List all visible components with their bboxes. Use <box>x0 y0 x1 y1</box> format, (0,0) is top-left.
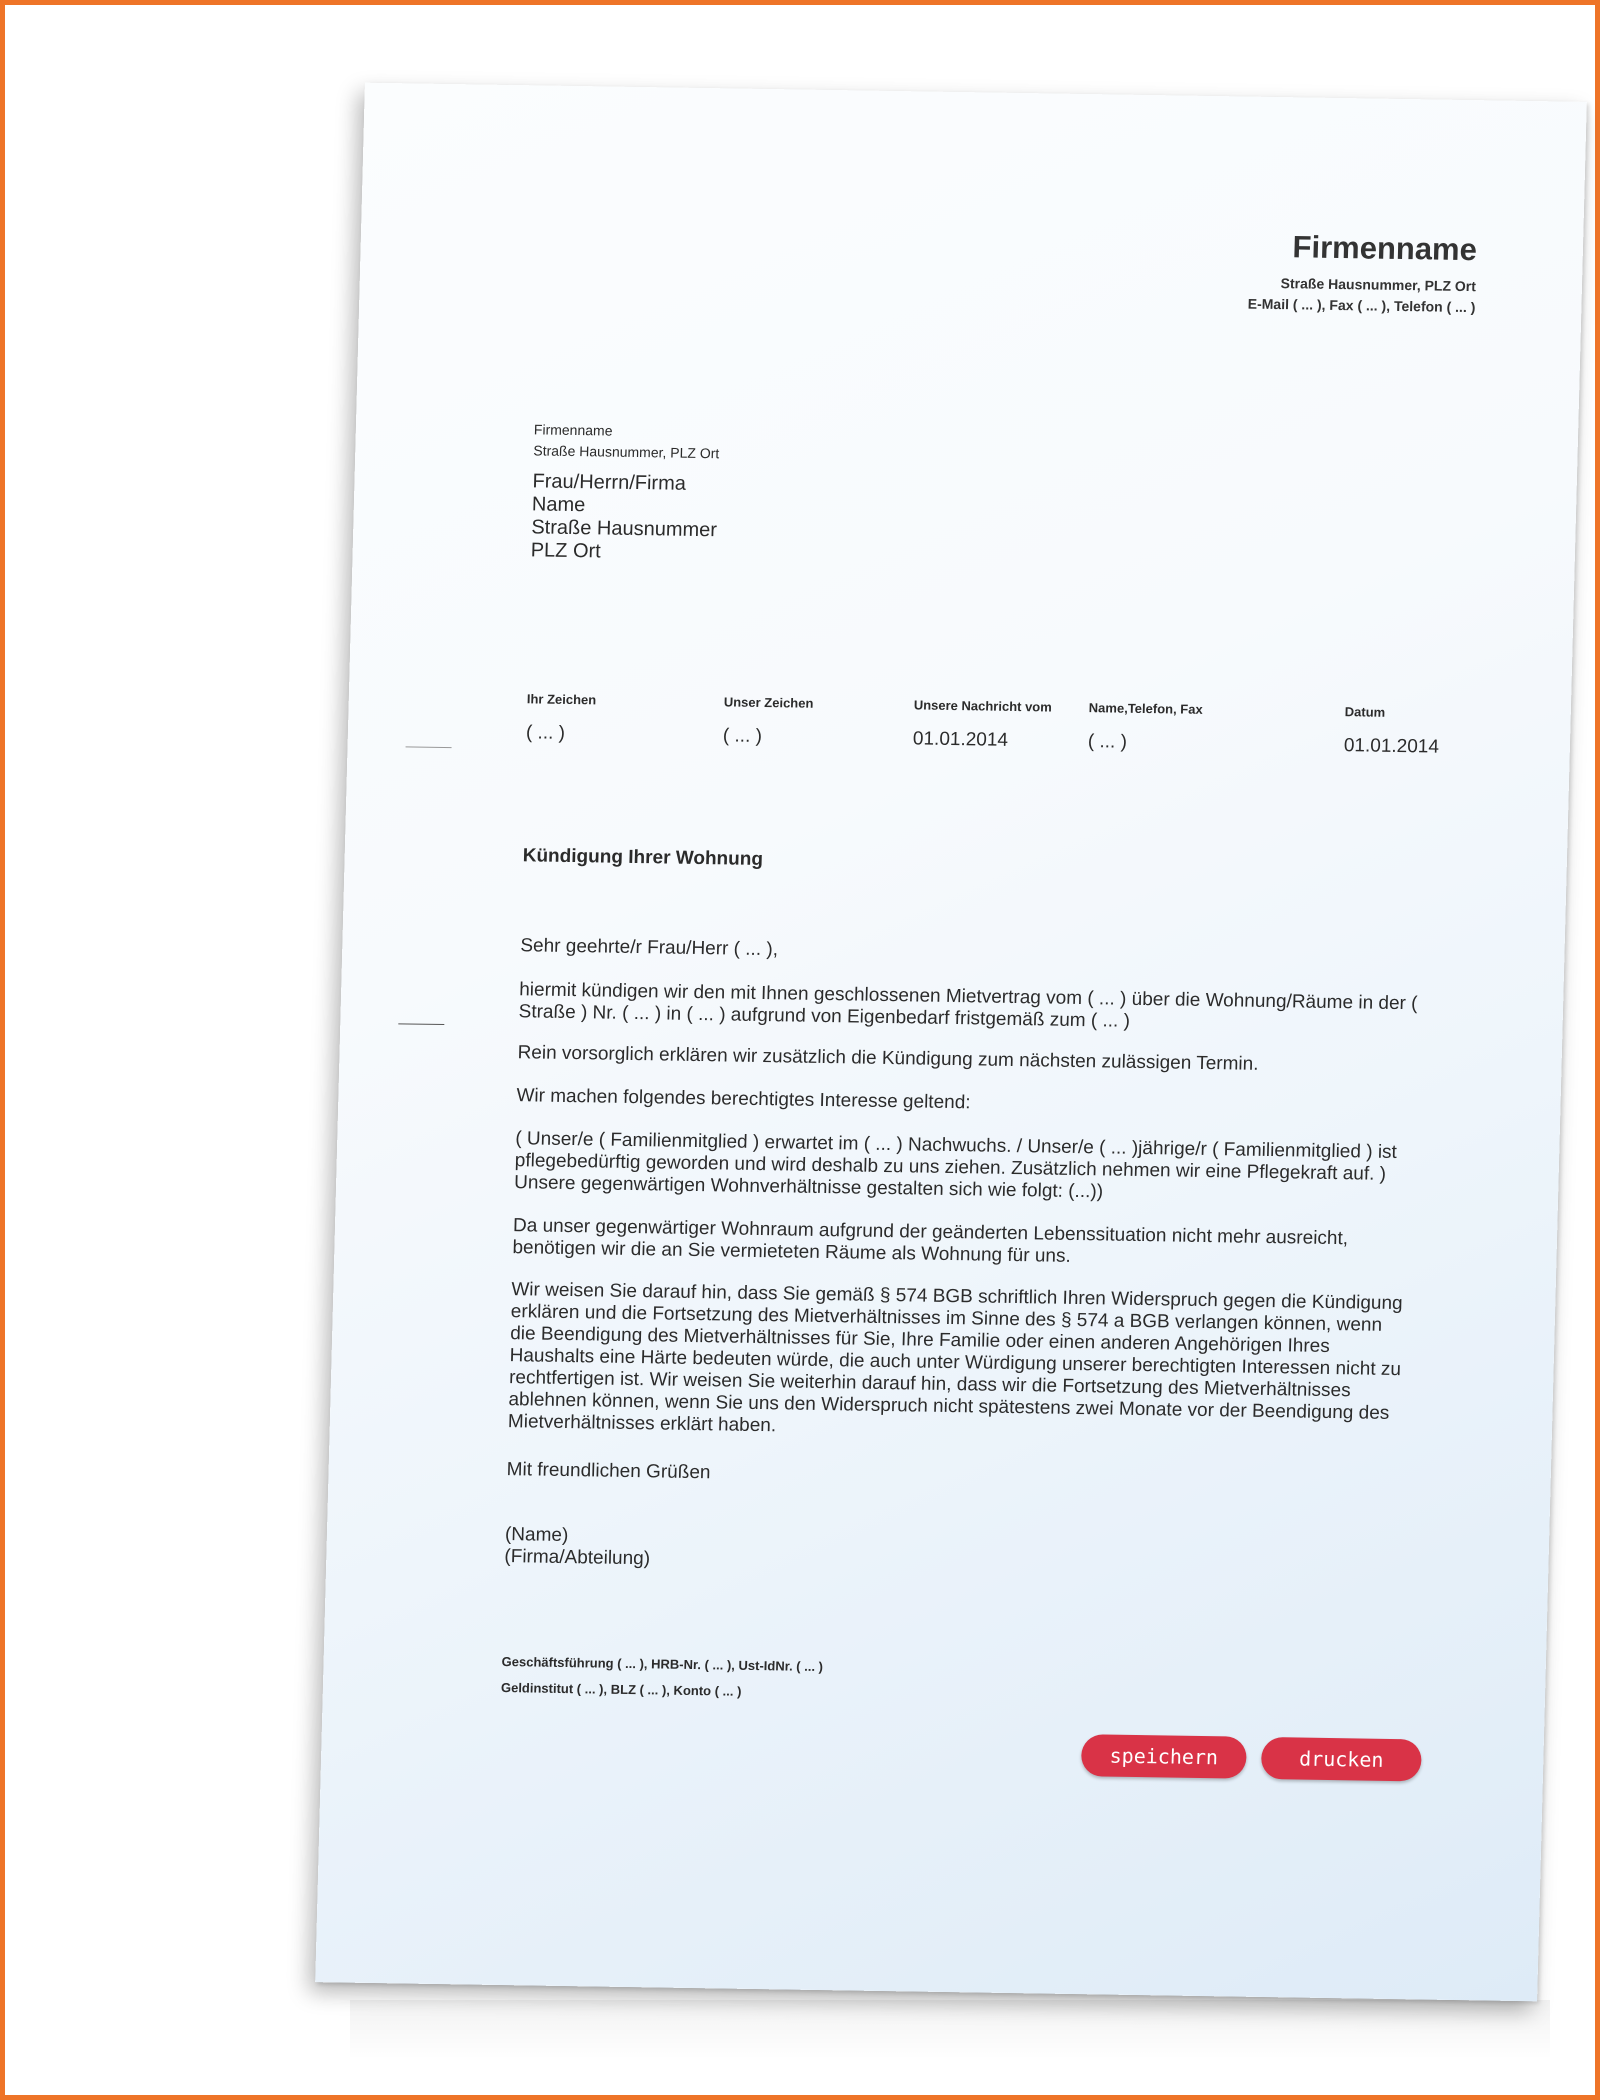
recipient-line: Name <box>531 493 586 517</box>
letterhead-company: Firmenname <box>1292 229 1478 268</box>
ref-label-nachricht-vom: Unsere Nachricht vom <box>913 697 1052 715</box>
body-paragraph: Wir weisen Sie darauf hin, dass Sie gemäß § 574 BGB schriftlich Ihren Widerspruch gegen die Kündigung erklären und die Fortsetzung des Mietverhältnisses im Sinne des § 574 a BGB verlangen können, wenn die Beendigung des Mietverhältnisses für Sie, Ihre Familie oder einen anderen Angehörigen Ihres Haushalts eine Härte bedeuten würde, die auch unter Würdigung unserer berechtigten Interessen nicht zu rechtfertigen ist. Wir weisen Sie weiterhin darauf hin, dass wir die Fortsetzung des Mietverhältnisses ablehnen können, wenn Sie uns den Widerspruch nicht spätestens zwei Monate vor der Beendigung des Mietverhältnisses erklärt haben. <box>507 1279 1403 1437</box>
body-paragraph: Rein vorsorglich erklären wir zusätzlich die Kündigung zum nächsten zulässigen Termin. <box>517 1042 1259 1075</box>
ref-value-name-telefon: ( ... ) <box>1087 731 1128 753</box>
page-reflection <box>350 2000 1550 2060</box>
signature-department: (Firma/Abteilung) <box>504 1546 651 1570</box>
signature-name: (Name) <box>504 1524 569 1547</box>
sender-company: Firmenname <box>533 421 613 439</box>
ref-label-unser-zeichen: Unser Zeichen <box>723 694 814 711</box>
print-button[interactable]: drucken <box>1261 1737 1422 1782</box>
body-paragraph: ( Unser/e ( Familienmitglied ) erwartet im ( ... ) Nachwuchs. / Unser/e ( ... )jährige/r ( Familienmitglied ) ist pflegebedürftig geworden und wird deshalb zu uns ziehen. Zusätzlich nehmen wir eine Pflegekraft auf. ) Unsere gegenwärtigen Wohnverhältnisse gestalten sich wie folgt: (...)) <box>513 1128 1398 1203</box>
ref-label-ihr-zeichen: Ihr Zeichen <box>526 691 597 708</box>
ref-value-unser-zeichen: ( ... ) <box>722 725 763 747</box>
ref-label-datum: Datum <box>1344 704 1386 720</box>
recipient-line: PLZ Ort <box>530 539 602 563</box>
footer-line: Geldinstitut ( ... ), BLZ ( ... ), Konto ( ... ) <box>500 1680 742 1699</box>
fold-mark <box>406 746 452 748</box>
letterhead-contact: E-Mail ( ... ), Fax ( ... ), Telefon ( ... ) <box>1247 295 1476 316</box>
save-button[interactable]: speichern <box>1081 1734 1247 1779</box>
ref-value-datum: 01.01.2014 <box>1343 735 1440 758</box>
letterhead-address: Straße Hausnummer, PLZ Ort <box>1280 275 1477 295</box>
body-paragraph: Wir machen folgendes berechtigtes Interesse geltend: <box>516 1085 971 1114</box>
body-paragraph: Da unser gegenwärtiger Wohnraum aufgrund der geänderten Lebenssituation nicht mehr ausreicht, benötigen wir die an Sie vermieteten Räume als Wohnung für uns. <box>512 1215 1349 1267</box>
closing: Mit freundlichen Grüßen <box>506 1459 711 1484</box>
sender-address: Straße Hausnummer, PLZ Ort <box>533 442 720 462</box>
punch-mark <box>398 1023 444 1025</box>
letter-page <box>315 83 1587 2002</box>
letter-subject: Kündigung Ihrer Wohnung <box>522 845 764 871</box>
salutation: Sehr geehrte/r Frau/Herr ( ... ), <box>520 935 779 961</box>
ref-value-ihr-zeichen: ( ... ) <box>525 722 566 744</box>
body-paragraph: hiermit kündigen wir den mit Ihnen geschlossenen Mietvertrag vom ( ... ) über die Wohnung/Räume in der ( Straße ) Nr. ( ... ) in ( ... ) aufgrund von Eigenbedarf fristgemäß zum ( ... ) <box>518 979 1418 1032</box>
recipient-line: Frau/Herrn/Firma <box>532 470 687 495</box>
recipient-line: Straße Hausnummer <box>531 516 718 542</box>
ref-value-nachricht-vom: 01.01.2014 <box>912 728 1009 751</box>
ref-label-name-telefon: Name,Telefon, Fax <box>1088 700 1203 717</box>
footer-line: Geschäftsführung ( ... ), HRB-Nr. ( ... ), Ust-IdNr. ( ... ) <box>501 1654 824 1675</box>
